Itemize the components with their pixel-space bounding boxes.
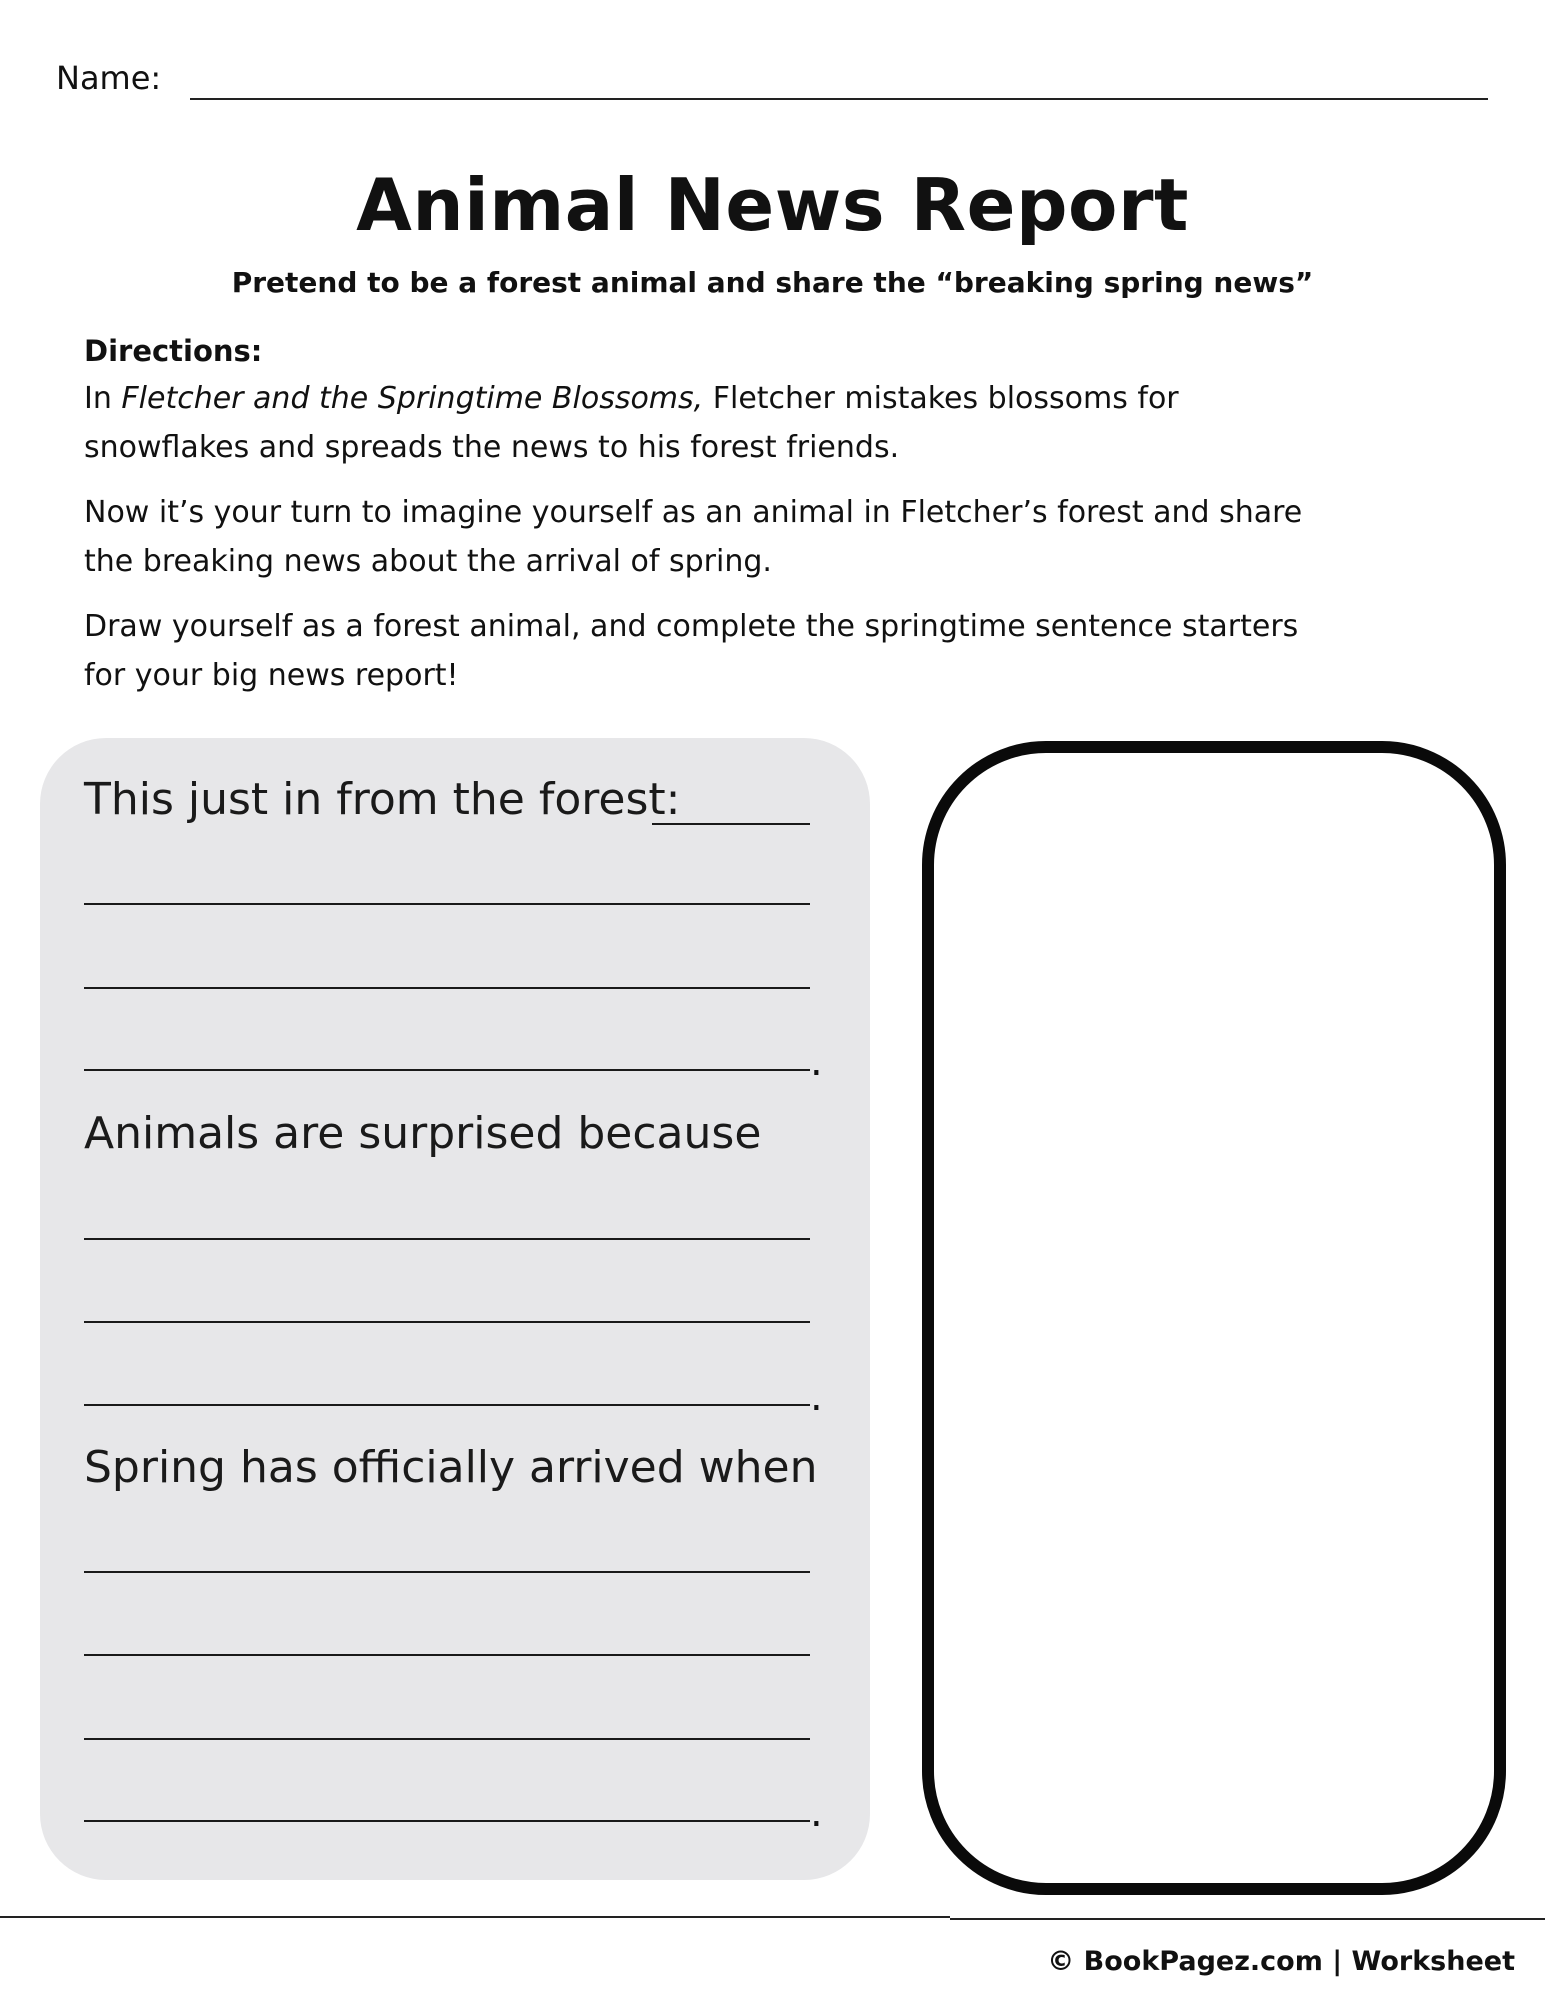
starter-1-blank-line[interactable] — [84, 1069, 810, 1071]
directions-p1-line1-rest: Fletcher mistakes blossoms for — [703, 381, 1179, 416]
starter-3-blank-line[interactable] — [84, 1738, 810, 1740]
directions-paragraph-1 — [84, 374, 1464, 472]
directions-p1-line2: snowflakes and spreads the news to his forest friends. — [84, 430, 900, 465]
sentence-starters-panel — [40, 738, 870, 1880]
footer-divider — [950, 1918, 1545, 1920]
directions-p3-line2: for your big news report! — [84, 658, 459, 693]
starter-3-blank-line[interactable] — [84, 1571, 810, 1573]
directions-paragraph-3 — [84, 602, 1464, 700]
directions-block — [84, 328, 1464, 716]
name-label: Name: — [56, 59, 162, 97]
starter-1-period: . — [810, 1039, 823, 1085]
directions-p1-prefix: In — [84, 381, 122, 416]
starter-2-blank-line[interactable] — [84, 1321, 810, 1323]
starter-1-blank-line[interactable] — [84, 903, 810, 905]
name-field-line[interactable] — [190, 98, 1488, 100]
starter-3-blank-line[interactable] — [84, 1654, 810, 1656]
starter-1-blank-line[interactable] — [84, 987, 810, 989]
starter-1-inline-blank[interactable] — [652, 823, 810, 825]
directions-p2-line1: Now it’s your turn to imagine yourself as an animal in Fletcher’s forest and share — [84, 495, 1303, 530]
starter-2-blank-line[interactable] — [84, 1238, 810, 1240]
book-title: Fletcher and the Springtime Blossoms, — [121, 381, 704, 416]
starter-2-prompt: Animals are surprised because — [84, 1108, 762, 1159]
directions-p2-line2: the breaking news about the arrival of spring. — [84, 544, 772, 579]
starter-3-period: . — [810, 1790, 823, 1836]
footer-copyright: © BookPagez.com | Worksheet — [1047, 1946, 1515, 1977]
starter-1-prompt: This just in from the forest: — [84, 774, 681, 825]
drawing-box[interactable] — [922, 741, 1506, 1895]
starter-2-period: . — [810, 1374, 823, 1420]
starter-3-prompt: Spring has officially arrived when — [84, 1442, 818, 1493]
starter-2-blank-line[interactable] — [84, 1404, 810, 1406]
name-row — [56, 58, 1488, 108]
footer-divider — [0, 1916, 950, 1918]
directions-paragraph-2 — [84, 488, 1464, 586]
page-subtitle: Pretend to be a forest animal and share the “breaking spring news” — [231, 266, 1314, 299]
starter-3-blank-line[interactable] — [84, 1820, 810, 1822]
page-title: Animal News Report — [356, 163, 1189, 247]
directions-p3-line1: Draw yourself as a forest animal, and complete the springtime sentence starters — [84, 609, 1299, 644]
directions-heading: Directions: — [84, 334, 263, 368]
